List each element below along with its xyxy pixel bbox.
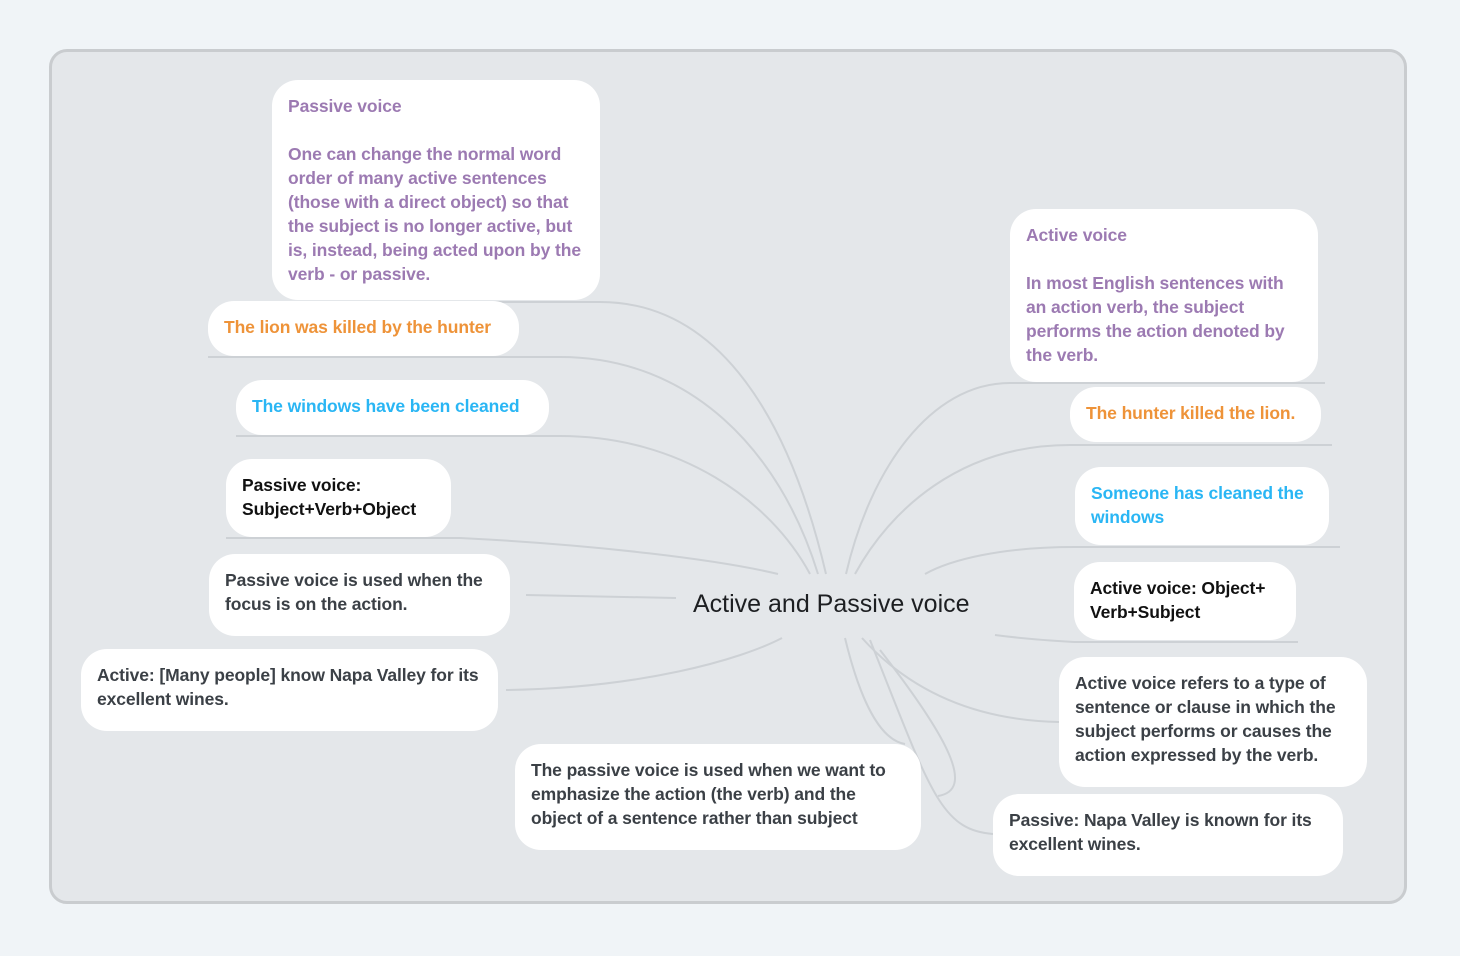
node-passive-napa-example[interactable]: Passive: Napa Valley is known for its excellent wines. — [993, 794, 1343, 876]
node-active-formula[interactable]: Active voice: Object+ Verb+Subject — [1074, 562, 1296, 640]
node-passive-usage[interactable]: Passive voice is used when the focus is on the action. — [209, 554, 510, 636]
node-passive-voice-definition[interactable]: Passive voice One can change the normal word order of many active sentences (those with a direct object) so that the subject is no longer active, but is, instead, being acted upon by the verb - or passive. — [272, 80, 600, 300]
node-passive-example-lion[interactable]: The lion was killed by the hunter — [208, 301, 519, 356]
node-active-example-windows[interactable]: Someone has cleaned the windows — [1075, 467, 1329, 545]
node-passive-example-windows[interactable]: The windows have been cleaned — [236, 380, 549, 435]
node-active-example-hunter[interactable]: The hunter killed the lion. — [1070, 387, 1321, 442]
node-passive-emphasis[interactable]: The passive voice is used when we want to emphasize the action (the verb) and the object of a sentence rather than subject — [515, 744, 921, 850]
node-active-voice-refers[interactable]: Active voice refers to a type of sentence or clause in which the subject performs or causes the action expressed by the verb. — [1059, 657, 1367, 787]
connector — [862, 638, 1059, 722]
connector — [526, 595, 676, 598]
node-active-voice-definition[interactable]: Active voice In most English sentences with an action verb, the subject performs the action denoted by the verb. — [1010, 209, 1318, 382]
node-active-napa-example[interactable]: Active: [Many people] know Napa Valley for its excellent wines. — [81, 649, 498, 731]
central-topic[interactable]: Active and Passive voice — [693, 590, 970, 618]
node-passive-formula[interactable]: Passive voice: Subject+Verb+Object — [226, 459, 451, 537]
connector — [506, 638, 782, 690]
